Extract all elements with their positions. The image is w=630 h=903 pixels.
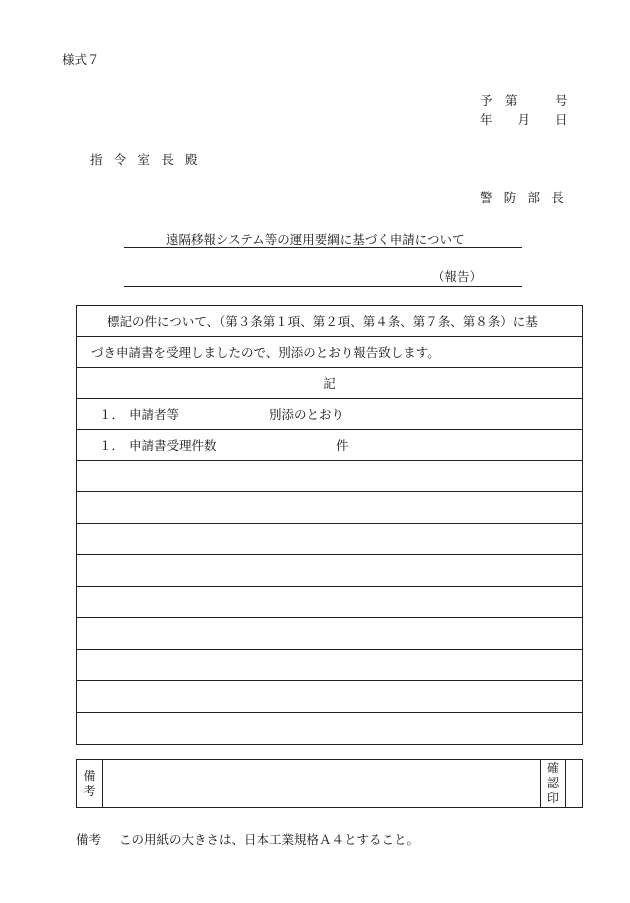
item-number: １．: [99, 438, 125, 453]
blank-row: [77, 619, 582, 650]
subtitle-underline: [124, 286, 522, 287]
confirm-char: 確: [546, 761, 559, 775]
form-number: 様式７: [62, 52, 100, 67]
remarks-label-cell: [77, 760, 103, 807]
sender: 警防部長: [480, 190, 576, 205]
body-text-1: 標記の件について、（第３条第１項、第２項、第４条、第７条、第８条）に基: [107, 314, 538, 329]
confirm-char: 印: [546, 791, 559, 805]
document-subtitle: （報告）: [432, 269, 483, 284]
remarks-char: 考: [83, 783, 96, 798]
blank-row: [77, 713, 582, 744]
item-value: 別添のとおり: [269, 407, 345, 422]
blank-row: [77, 587, 582, 618]
item-row-applicant: [77, 399, 582, 430]
item-label: 申請書受理件数: [129, 438, 217, 453]
reference-date: 年 月 日: [480, 112, 568, 127]
body-line-2: [77, 337, 582, 368]
item-label: 申請者等: [129, 407, 180, 422]
document-title: 遠隔移報システム等の運用要綱に基づく申請について: [166, 232, 465, 247]
footnote-text: この用紙の大きさは、日本工業規格Ａ４とすること。: [119, 832, 420, 847]
remarks-table: [76, 759, 583, 808]
ki-label: 記: [323, 376, 336, 391]
reference-number: 予 第 号: [480, 93, 568, 108]
blank-row: [77, 524, 582, 555]
item-value: 件: [336, 438, 349, 453]
report-table: [76, 305, 583, 745]
footnote: [76, 830, 419, 848]
blank-row: [77, 682, 582, 713]
blank-row: [77, 556, 582, 587]
blank-row: [77, 493, 582, 524]
body-line-1: [77, 306, 582, 337]
item-row-count: [77, 430, 582, 461]
footnote-label: 備考: [76, 832, 102, 847]
remarks-char: 備: [83, 768, 96, 783]
addressee: 指令室長殿: [90, 152, 209, 167]
item-number: １．: [99, 407, 125, 422]
blank-row: [77, 650, 582, 681]
ki-row: [77, 368, 582, 399]
body-text-2: づき申請書を受理しましたので、別添のとおり報告致します。: [91, 345, 440, 360]
confirm-label-cell: [541, 760, 566, 807]
remarks-content-cell: [103, 760, 541, 807]
confirm-char: 認: [546, 776, 559, 790]
title-underline: [124, 247, 522, 248]
blank-row: [77, 461, 582, 492]
